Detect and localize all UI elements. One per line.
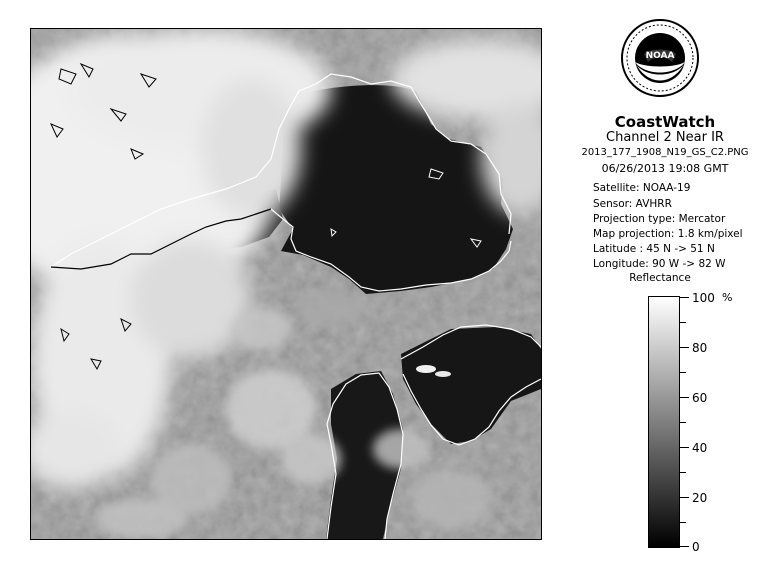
colorbar-label-0: 0 bbox=[692, 540, 700, 554]
latitude-label: Latitude : 45 N -> 51 N bbox=[593, 243, 715, 255]
noaa-logo bbox=[620, 18, 700, 98]
colorbar-label-100: 100 bbox=[692, 291, 715, 305]
colorbar-tick bbox=[680, 522, 686, 523]
colorbar-tick bbox=[680, 497, 689, 498]
satellite-map-svg bbox=[31, 29, 541, 539]
satellite-label: Satellite: NOAA-19 bbox=[593, 182, 691, 194]
colorbar-tick bbox=[680, 447, 689, 448]
image-filename: 2013_177_1908_N19_GS_C2.PNG bbox=[581, 147, 749, 158]
colorbar-label-60: 60 bbox=[692, 391, 708, 405]
colorbar-tick bbox=[680, 546, 689, 547]
sensor-label: Sensor: AVHRR bbox=[593, 198, 672, 210]
longitude-label: Longitude: 90 W -> 82 W bbox=[593, 258, 726, 270]
colorbar-label-80: 80 bbox=[692, 341, 708, 355]
colorbar-tick bbox=[680, 397, 689, 398]
product-title: CoastWatch bbox=[614, 113, 716, 131]
satellite-image[interactable] bbox=[30, 28, 542, 540]
colorbar-tick bbox=[680, 472, 686, 473]
colorbar-label-20: 20 bbox=[692, 491, 708, 505]
colorbar-label-40: 40 bbox=[692, 441, 708, 455]
colorbar-tick bbox=[680, 322, 686, 323]
colorbar-tick bbox=[680, 297, 689, 298]
noaa-logo-text: NOAA bbox=[645, 51, 675, 61]
colorbar-tick bbox=[680, 372, 686, 373]
colorbar-title: Reflectance bbox=[629, 272, 691, 284]
projection-type-label: Projection type: Mercator bbox=[593, 213, 726, 225]
colorbar-tick bbox=[680, 347, 689, 348]
reflectance-colorbar bbox=[648, 296, 680, 548]
colorbar-tick bbox=[680, 422, 686, 423]
colorbar-unit: % bbox=[722, 291, 733, 304]
map-projection-label: Map projection: 1.8 km/pixel bbox=[593, 228, 743, 240]
image-datetime: 06/26/2013 19:08 GMT bbox=[601, 162, 729, 175]
channel-subtitle: Channel 2 Near IR bbox=[606, 130, 724, 145]
